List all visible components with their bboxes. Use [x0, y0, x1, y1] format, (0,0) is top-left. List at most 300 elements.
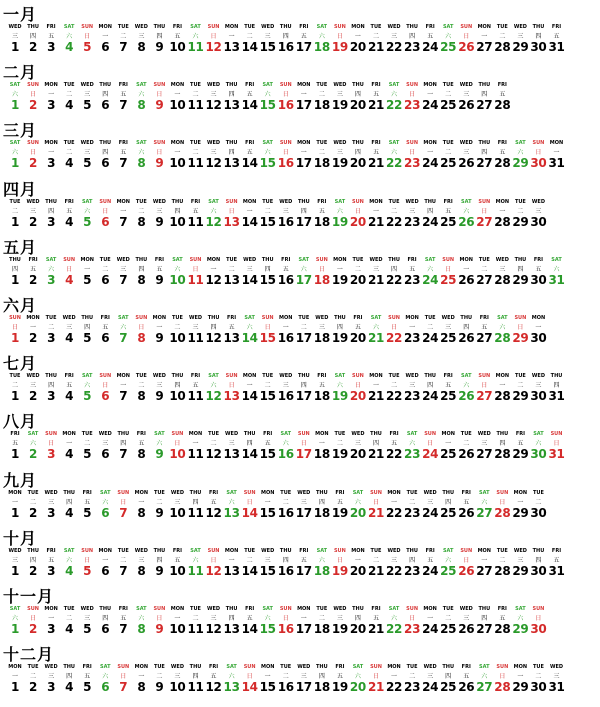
- weekday-label: THU: [514, 256, 527, 263]
- day-number: 28: [494, 331, 511, 345]
- weekday-char: 四: [354, 615, 361, 622]
- weekday-char: 三: [48, 498, 55, 506]
- weekday-label: THU: [63, 489, 75, 496]
- weekday-label: WED: [207, 140, 221, 147]
- weekday-char: 二: [66, 91, 73, 99]
- day-number: 28: [494, 563, 511, 578]
- weekday-char: 五: [427, 33, 434, 40]
- weekday-char: 二: [336, 440, 343, 448]
- weekday-label: TUE: [406, 664, 418, 671]
- weekday-label: FRI: [497, 82, 507, 89]
- weekday-label: MON: [242, 373, 257, 380]
- day-number: 1: [10, 447, 20, 462]
- weekday-label: MON: [170, 82, 185, 89]
- weekday-label: WED: [333, 606, 347, 612]
- weekday-char: 六: [318, 556, 325, 564]
- day-number: 6: [101, 447, 110, 462]
- weekday-label: MON: [477, 24, 491, 30]
- day-number: 9: [155, 331, 164, 345]
- weekday-char: 三: [102, 440, 109, 448]
- day-number: 31: [548, 156, 565, 171]
- weekday-char: 日: [409, 615, 416, 622]
- weekday-label: SAT: [262, 140, 273, 147]
- weekday-char: 三: [84, 149, 91, 157]
- weekday-label: MON: [405, 315, 419, 321]
- weekday-char: 一: [228, 33, 235, 40]
- month-name: 八月: [3, 412, 38, 432]
- weekday-char: 日: [354, 207, 361, 215]
- day-number: 3: [47, 505, 56, 520]
- weekday-char: 日: [246, 498, 253, 506]
- weekday-label: WED: [134, 547, 148, 554]
- weekday-char: 六: [391, 91, 398, 99]
- day-number: 2: [29, 272, 38, 287]
- weekday-char: 日: [372, 673, 379, 681]
- day-number: 17: [295, 331, 312, 345]
- weekday-char: 日: [282, 615, 289, 622]
- day-number: 3: [47, 98, 56, 113]
- day-number: 2: [29, 98, 38, 113]
- weekday-label: WED: [207, 606, 221, 612]
- day-number: 22: [385, 680, 403, 695]
- weekday-label: MON: [170, 140, 185, 147]
- weekday-label: SUN: [243, 489, 256, 496]
- weekday-label: SUN: [406, 82, 419, 89]
- weekday-label: SAT: [515, 606, 526, 612]
- day-number: 16: [277, 505, 294, 520]
- weekday-label: MON: [116, 373, 130, 380]
- day-number: 2: [29, 563, 38, 578]
- day-number: 23: [404, 505, 421, 520]
- day-number: 9: [155, 447, 164, 462]
- day-number: 6: [101, 622, 110, 636]
- weekday-label: SUN: [153, 140, 166, 147]
- day-number: 11: [187, 156, 204, 171]
- weekday-char: 四: [138, 265, 145, 273]
- month-block: [0, 121, 600, 183]
- weekday-char: 二: [120, 556, 127, 564]
- day-number: 16: [277, 156, 294, 171]
- weekday-char: 日: [120, 498, 127, 506]
- weekday-char: 五: [120, 91, 127, 99]
- weekday-label: SUN: [27, 140, 39, 147]
- weekday-char: 一: [156, 324, 163, 331]
- weekday-char: 日: [30, 91, 37, 99]
- weekday-char: 二: [48, 324, 55, 331]
- day-number: 27: [476, 505, 493, 520]
- weekday-char: 三: [336, 91, 343, 99]
- weekday-char: 三: [427, 498, 434, 506]
- weekday-char: 六: [102, 673, 109, 681]
- day-number: 26: [458, 563, 475, 578]
- day-number: 17: [295, 98, 312, 113]
- day-number: 29: [512, 272, 529, 287]
- weekday-label: MON: [495, 373, 510, 380]
- weekday-label: WED: [279, 198, 293, 205]
- day-number: 29: [512, 331, 529, 345]
- day-number: 24: [422, 622, 439, 636]
- day-number: 9: [155, 98, 164, 113]
- day-number: 3: [47, 389, 56, 404]
- month-name: 六月: [3, 296, 38, 315]
- weekday-char: 三: [463, 149, 470, 157]
- weekday-char: 六: [210, 207, 217, 215]
- weekday-char: 二: [246, 33, 253, 40]
- weekday-char: 五: [84, 498, 91, 506]
- day-number: 17: [295, 447, 312, 462]
- day-number: 19: [331, 389, 348, 404]
- day-number: 18: [313, 40, 330, 54]
- weekday-label: THU: [207, 315, 220, 321]
- weekday-char: 三: [138, 33, 145, 40]
- weekday-char: 三: [66, 324, 73, 331]
- weekday-label: THU: [225, 140, 238, 147]
- weekday-label: SAT: [45, 256, 57, 263]
- month-name: 九月: [3, 470, 38, 490]
- weekday-label: SUN: [99, 198, 112, 205]
- weekday-char: 二: [391, 382, 398, 390]
- weekday-label: MON: [8, 489, 22, 496]
- weekday-label: TUE: [135, 198, 147, 205]
- weekday-char: 二: [11, 207, 18, 215]
- weekday-label: TUE: [244, 547, 256, 554]
- weekday-char: 三: [156, 382, 163, 390]
- weekday-char: 六: [11, 149, 18, 157]
- weekday-label: SUN: [442, 256, 455, 263]
- day-number: 19: [331, 272, 348, 287]
- day-number: 1: [10, 622, 20, 636]
- day-number: 15: [259, 214, 276, 229]
- weekday-char: 一: [138, 498, 145, 506]
- weekday-label: THU: [153, 547, 166, 554]
- weekday-char: 三: [228, 440, 235, 448]
- day-number: 5: [83, 214, 92, 229]
- weekday-label: TUE: [208, 431, 219, 438]
- day-number: 1: [10, 272, 20, 287]
- weekday-label: SAT: [461, 198, 472, 205]
- day-number: 4: [65, 156, 74, 171]
- month-name: 十二月: [3, 645, 55, 665]
- weekday-char: 五: [463, 498, 470, 506]
- weekday-char: 日: [120, 673, 127, 681]
- weekday-label: SUN: [352, 198, 364, 205]
- weekday-label: THU: [171, 373, 184, 380]
- weekday-label: WED: [116, 256, 130, 263]
- weekday-char: 五: [282, 265, 289, 273]
- day-number: 28: [494, 214, 511, 229]
- weekday-char: 五: [463, 673, 470, 681]
- weekday-label: FRI: [118, 140, 128, 147]
- weekday-label: FRI: [425, 24, 435, 30]
- weekday-char: 六: [138, 615, 145, 622]
- weekday-label: THU: [225, 606, 238, 612]
- weekday-char: 二: [499, 33, 506, 40]
- weekday-label: FRI: [154, 256, 164, 263]
- day-number: 29: [512, 563, 529, 578]
- day-number: 16: [277, 389, 294, 404]
- weekday-label: WED: [495, 256, 509, 263]
- weekday-label: TUE: [442, 82, 454, 89]
- weekday-label: TUE: [280, 489, 292, 496]
- weekday-char: 日: [445, 265, 452, 273]
- weekday-label: MON: [351, 24, 365, 30]
- weekday-char: 六: [391, 149, 398, 157]
- day-number: 24: [422, 389, 439, 404]
- weekday-label: FRI: [515, 431, 525, 438]
- day-number: 8: [137, 563, 146, 578]
- day-number: 7: [119, 98, 128, 113]
- day-number: 31: [548, 40, 565, 54]
- day-number: 24: [422, 40, 439, 54]
- weekday-char: 四: [427, 207, 434, 215]
- day-number: 10: [169, 98, 186, 113]
- weekday-label: SUN: [81, 24, 94, 30]
- weekday-label: THU: [27, 547, 39, 554]
- weekday-label: WED: [531, 373, 545, 380]
- day-number: 1: [10, 563, 20, 578]
- weekday-label: MON: [333, 256, 347, 263]
- weekday-char: 日: [210, 556, 217, 564]
- weekday-label: THU: [99, 606, 112, 612]
- weekday-char: 五: [174, 556, 181, 564]
- day-number: 2: [29, 505, 38, 520]
- day-number: 2: [29, 389, 38, 404]
- day-number: 10: [169, 680, 186, 695]
- weekday-char: 三: [264, 33, 271, 40]
- weekday-label: FRI: [245, 82, 255, 89]
- weekday-label: SAT: [172, 256, 183, 263]
- weekday-label: FRI: [281, 256, 291, 263]
- weekday-char: 日: [228, 382, 235, 390]
- weekday-char: 三: [318, 324, 325, 331]
- weekday-char: 四: [48, 382, 55, 390]
- weekday-char: 日: [48, 440, 55, 448]
- weekday-label: SAT: [226, 489, 237, 496]
- weekday-char: 四: [228, 149, 235, 157]
- day-number: 27: [476, 156, 493, 171]
- weekday-char: 日: [102, 207, 109, 215]
- weekday-label: SUN: [333, 547, 346, 554]
- weekday-label: TUE: [171, 315, 183, 321]
- weekday-label: SUN: [478, 373, 491, 380]
- weekday-char: 四: [102, 149, 109, 157]
- day-number: 20: [349, 98, 366, 113]
- weekday-label: MON: [206, 256, 221, 263]
- day-number: 13: [223, 622, 240, 636]
- weekday-char: 二: [66, 615, 73, 622]
- weekday-char: 五: [66, 207, 73, 215]
- weekday-label: SUN: [406, 606, 419, 612]
- weekday-label: TUE: [226, 256, 238, 263]
- weekday-label: SUN: [424, 431, 437, 438]
- weekday-label: FRI: [497, 606, 507, 612]
- day-number: 5: [83, 447, 92, 462]
- day-number: 24: [422, 447, 439, 462]
- weekday-label: TUE: [370, 24, 382, 30]
- weekday-char: 三: [192, 324, 199, 331]
- weekday-label: MON: [423, 140, 437, 147]
- weekday-label: FRI: [82, 489, 92, 496]
- weekday-label: SAT: [316, 24, 328, 30]
- day-number: 25: [440, 622, 457, 636]
- weekday-label: SAT: [406, 431, 418, 438]
- day-number: 12: [205, 272, 222, 287]
- weekday-char: 四: [535, 33, 542, 40]
- weekday-char: 五: [246, 91, 253, 99]
- weekday-label: TUE: [298, 315, 310, 321]
- day-number: 8: [137, 680, 146, 695]
- weekday-char: 日: [192, 265, 199, 273]
- weekday-label: MON: [387, 664, 401, 671]
- weekday-char: 二: [210, 440, 217, 448]
- weekday-label: SAT: [100, 489, 111, 496]
- weekday-label: TUE: [316, 82, 328, 89]
- weekday-char: 日: [427, 440, 434, 448]
- weekday-char: 五: [48, 33, 55, 40]
- day-number: 18: [313, 447, 330, 462]
- day-number: 28: [494, 505, 511, 520]
- day-number: 22: [385, 505, 403, 520]
- day-number: 14: [241, 447, 258, 462]
- day-number: 19: [331, 505, 348, 520]
- weekday-label: MON: [441, 431, 455, 438]
- weekday-char: 日: [499, 498, 506, 506]
- weekday-label: TUE: [27, 489, 39, 496]
- weekday-label: WED: [279, 373, 293, 380]
- weekday-label: MON: [549, 140, 564, 147]
- weekday-char: 二: [84, 440, 91, 448]
- weekday-label: THU: [370, 431, 382, 438]
- day-number: 12: [205, 214, 222, 229]
- day-number: 12: [205, 98, 222, 113]
- weekday-char: 一: [427, 615, 434, 622]
- day-number: 8: [137, 40, 146, 54]
- weekday-char: 五: [318, 382, 325, 390]
- weekday-label: WED: [333, 82, 347, 89]
- weekday-char: 六: [264, 149, 271, 157]
- day-number: 2: [29, 40, 38, 54]
- day-number: 27: [476, 680, 493, 695]
- day-number: 17: [295, 156, 312, 171]
- weekday-char: 四: [300, 207, 307, 215]
- day-number: 24: [422, 505, 439, 520]
- weekday-char: 四: [481, 149, 488, 157]
- weekday-label: FRI: [461, 664, 471, 671]
- day-number: 23: [404, 331, 421, 345]
- weekday-label: FRI: [443, 373, 453, 380]
- weekday-label: WED: [513, 24, 527, 30]
- weekday-label: THU: [550, 373, 563, 380]
- weekday-label: SUN: [388, 315, 400, 321]
- weekday-label: MON: [188, 431, 203, 438]
- weekday-label: THU: [442, 489, 455, 496]
- day-number: 1: [10, 98, 20, 113]
- weekday-char: 五: [30, 265, 37, 273]
- day-number: 29: [512, 505, 529, 520]
- weekday-char: 四: [11, 265, 18, 273]
- day-number: 21: [367, 622, 385, 636]
- weekday-label: THU: [261, 256, 274, 263]
- weekday-char: 一: [120, 382, 127, 390]
- weekday-label: SUN: [333, 24, 346, 30]
- weekday-char: 二: [409, 673, 416, 681]
- weekday-char: 四: [102, 91, 109, 99]
- weekday-label: SAT: [316, 547, 328, 554]
- weekday-char: 四: [30, 33, 37, 40]
- weekday-char: 三: [445, 324, 452, 331]
- weekday-label: MON: [44, 606, 58, 612]
- day-number: 21: [367, 40, 385, 54]
- day-number: 27: [476, 389, 493, 404]
- day-number: 20: [349, 156, 366, 171]
- weekday-char: 二: [192, 149, 199, 157]
- day-number: 10: [169, 272, 186, 287]
- day-number: 3: [47, 40, 56, 54]
- weekday-label: MON: [260, 664, 275, 671]
- weekday-label: SUN: [370, 489, 382, 496]
- weekday-char: 四: [48, 207, 55, 215]
- weekday-label: FRI: [245, 606, 255, 612]
- day-number: 15: [259, 680, 276, 695]
- weekday-char: 三: [156, 207, 163, 215]
- weekday-char: 六: [11, 615, 18, 622]
- weekday-label: SAT: [136, 140, 147, 147]
- day-number: 6: [101, 331, 110, 345]
- weekday-char: 五: [174, 33, 181, 40]
- weekday-char: 一: [318, 440, 325, 448]
- weekday-label: FRI: [317, 198, 327, 205]
- day-number: 1: [10, 680, 20, 695]
- weekday-char: 一: [102, 33, 109, 40]
- day-number: 28: [494, 40, 511, 54]
- weekday-label: SUN: [261, 315, 274, 321]
- weekday-label: MON: [260, 489, 275, 496]
- weekday-char: 日: [156, 149, 163, 157]
- weekday-label: SUN: [460, 547, 473, 554]
- day-number: 6: [101, 563, 110, 578]
- month-block: [0, 470, 600, 533]
- day-number: 13: [223, 447, 240, 462]
- weekday-label: MON: [387, 489, 401, 496]
- weekday-label: FRI: [551, 547, 562, 554]
- weekday-char: 二: [372, 556, 379, 564]
- weekday-label: TUE: [63, 606, 75, 612]
- weekday-label: WED: [44, 489, 58, 496]
- weekday-label: FRI: [172, 547, 182, 554]
- weekday-char: 一: [264, 673, 271, 681]
- month-block: [0, 645, 600, 707]
- weekday-char: 二: [156, 498, 163, 506]
- day-number: 5: [83, 563, 92, 578]
- weekday-label: WED: [152, 373, 166, 380]
- day-number: 23: [404, 389, 421, 404]
- weekday-label: MON: [297, 140, 311, 147]
- weekday-char: 二: [282, 498, 289, 506]
- day-number: 14: [241, 680, 258, 695]
- weekday-char: 三: [336, 149, 343, 157]
- weekday-char: 一: [282, 324, 289, 331]
- weekday-label: FRI: [245, 140, 255, 147]
- day-number: 12: [205, 563, 222, 578]
- day-number: 26: [458, 389, 475, 404]
- weekday-label: THU: [352, 82, 364, 89]
- weekday-label: THU: [424, 373, 436, 380]
- weekday-char: 四: [246, 440, 253, 448]
- weekday-char: 五: [138, 440, 145, 448]
- weekday-char: 五: [192, 382, 199, 390]
- weekday-char: 四: [300, 382, 307, 390]
- weekday-label: WED: [26, 198, 40, 205]
